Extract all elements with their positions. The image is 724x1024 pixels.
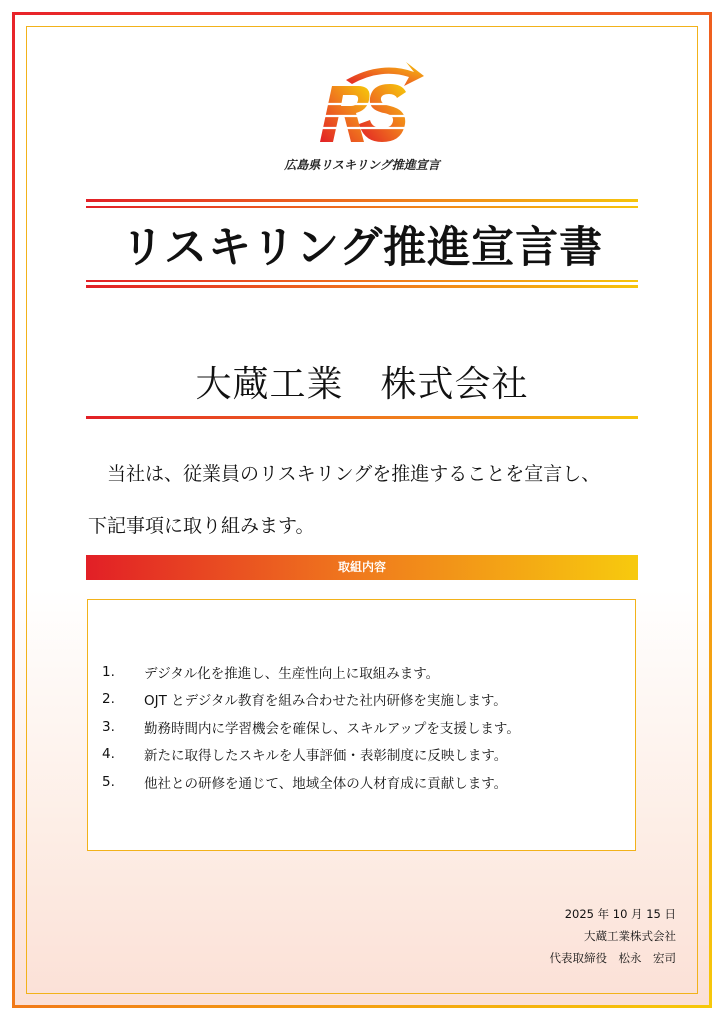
item-number: 4. <box>102 746 115 763</box>
list-item <box>102 713 520 741</box>
item-number: 2. <box>102 691 115 708</box>
declaration-line-2: 下記事項に取り組みます。 <box>88 515 315 537</box>
item-text: 新たに取得したスキルを人事評価・表彰制度に反映します。 <box>144 748 508 765</box>
item-text: 他社との研修を通じて、地域全体の人材育成に貢献します。 <box>144 775 508 792</box>
item-text: OJT とデジタル教育を組み合わせた社内研修を実施します。 <box>144 693 507 710</box>
items-box <box>87 599 636 851</box>
company-underline <box>86 416 638 419</box>
item-text: デジタル化を推進し、生産性向上に取組みます。 <box>144 665 440 682</box>
list-item <box>102 768 520 796</box>
item-text: 勤務時間内に学習機会を確保し、スキルアップを支援します。 <box>144 720 520 737</box>
title-rule-bottom <box>86 285 638 288</box>
items-list <box>102 658 520 796</box>
signature-representative: 代表取締役 松永 宏司 <box>549 951 676 965</box>
signature-company: 大蔵工業株式会社 <box>584 929 676 943</box>
title-rule-top <box>86 199 638 202</box>
section-heading: 取組内容 <box>86 555 638 580</box>
item-number: 3. <box>102 718 115 735</box>
item-number: 5. <box>102 773 115 790</box>
title-rule-bottom-thin <box>86 280 638 282</box>
declaration-text <box>88 448 648 552</box>
logo-caption: 広島県リスキリング推進宣言 <box>284 158 440 172</box>
rs-logo-icon <box>306 58 426 148</box>
signature-block <box>550 903 677 969</box>
document-title: リスキリング推進宣言書 <box>120 223 604 273</box>
declaration-line-1: 当社は、従業員のリスキリングを推進することを宣言し、 <box>107 463 601 485</box>
list-item <box>102 686 520 714</box>
title-rule-top-thin <box>86 206 638 208</box>
list-item <box>102 658 520 686</box>
item-number: 1. <box>102 663 115 680</box>
company-name: 大蔵工業 株式会社 <box>195 364 529 405</box>
list-item <box>102 741 520 769</box>
signature-date: 2025 年 10 月 15 日 <box>564 907 676 921</box>
